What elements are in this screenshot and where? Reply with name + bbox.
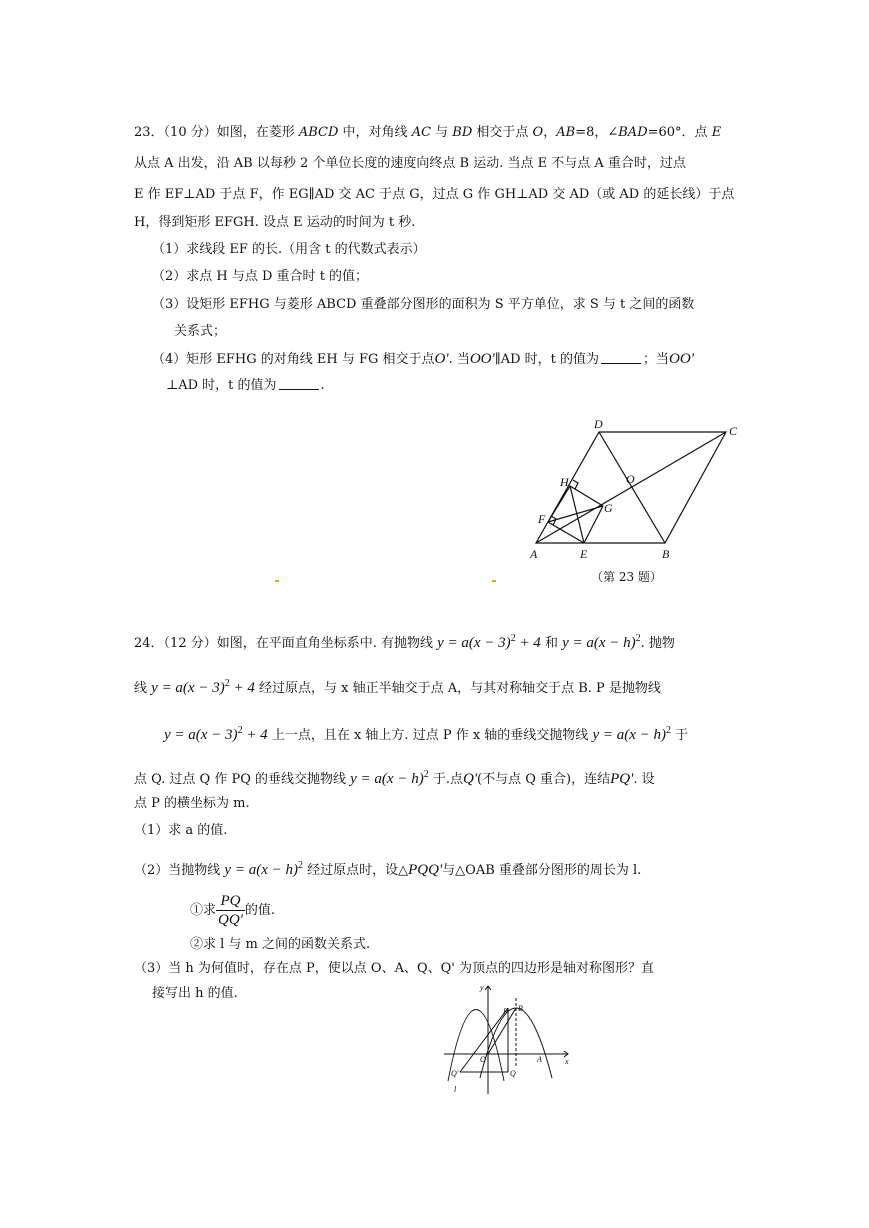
q23-line-2: 从点 A 出发，沿 AB 以每秒 2 个单位长度的速度向终点 B 运动. 当点 E 不与点 A 重合时，过点: [134, 156, 686, 171]
stray-mark: [275, 580, 279, 582]
q24-line-1: 24．（12 分）如图，在平面直角坐标系中. 有抛物线 $y = a(x - 3)^2 + 4$ 和 $y = a(x - h)^2$. 抛物: [134, 633, 675, 651]
q23-line-1: 23．（10 分）如图，在菱形 ABCD 中，对角线 AC 与 BD 相交于点 O，AB=8，∠BAD=60°．点 E: [134, 125, 722, 140]
figure-caption-23: （第 23 题）: [591, 570, 662, 584]
rhombus-figure: [520, 410, 770, 562]
q24-part-2-1: ①求 $\frac{PQ}{QQ'}$ 的值.: [190, 893, 276, 928]
label-O: O: [626, 472, 635, 486]
label-F: F: [538, 512, 546, 526]
q23-part-3a: （3）设矩形 EFHG 与菱形 ABCD 重叠部分图形的面积为 S 平方单位，求 S 与 t 之间的函数: [152, 297, 695, 312]
label-A: A: [530, 547, 538, 561]
label-H: H: [560, 475, 569, 489]
q24-line-2: 线 $y = a(x - 3)^2 + 4$ 经过原点，与 x 轴正半轴交于点 A，与其对称轴交于点 B. P 是抛物线: [134, 678, 661, 696]
q24-part-3a: （3）当 h 为何值时，存在点 P，使以点 O、A、Q、Q' 为顶点的四边形是轴对称图形？直: [134, 961, 654, 976]
fraction-pq-qq: $\frac{PQ}{QQ'}$: [218, 893, 243, 928]
label-A: A: [537, 1055, 542, 1064]
q24-part-2: （2）当抛物线 $y = a(x - h)^2$ 经过原点时，设△PQQ'与△OAB 重叠部分图形的周长为 l.: [134, 860, 642, 878]
label-B: B: [662, 547, 670, 561]
q24-part-2-2: ②求 l 与 m 之间的函数关系式.: [190, 937, 371, 952]
q23-part-4a: （4）矩形 EFHG 的对角线 EH 与 FG 相交于点O'. 当OO'∥AD 时，t 的值为 ；当OO': [152, 351, 694, 367]
label-P: P: [503, 1007, 508, 1016]
q23-part-1: （1）求线段 EF 的长.（用含 t 的代数式表示）: [152, 242, 426, 257]
label-C: C: [729, 424, 738, 438]
answer-blank-2: [279, 377, 319, 390]
q24-line-5: 点 P 的横坐标为 m.: [134, 796, 250, 811]
label-D: D: [594, 417, 603, 431]
answer-blank-1: [601, 351, 641, 364]
q23-part-4b: ⊥AD 时，t 的值为 .: [166, 378, 325, 393]
label-E: E: [580, 547, 588, 561]
q24-part-3b: 接写出 h 的值.: [152, 986, 238, 1001]
q24-line-4: 点 Q. 过点 Q 作 PQ 的垂线交抛物线 $y = a(x - h)^2$ 于.点Q'(不与点 Q 重合)，连结PQ'. 设: [134, 769, 655, 787]
label-Q-prime: Q': [451, 1069, 459, 1078]
q24-line-3: $y = a(x - 3)^2 + 4$ 上一点，且在 x 轴上方. 过点 P 作 x 轴的垂线交抛物线 $y = a(x - h)^2$ 于: [164, 725, 689, 743]
q24-part-1: （1）求 a 的值.: [134, 823, 228, 838]
q23-part-3b: 关系式；: [174, 324, 227, 339]
label-G: G: [604, 501, 613, 515]
q23-line-3: E 作 EF⊥AD 于点 F，作 EG∥AD 交 AC 于点 G，过点 G 作 GH⊥AD 交 AD（或 AD 的延长线）于点: [134, 187, 735, 202]
label-x: x: [565, 1057, 569, 1066]
stray-mark: [492, 580, 496, 582]
parabola-figure: [440, 978, 575, 1100]
label-l: l: [454, 1085, 457, 1094]
q23-line-4: H，得到矩形 EFGH. 设点 E 运动的时间为 t 秒.: [134, 215, 416, 230]
label-Q: Q: [510, 1069, 516, 1078]
label-y: y: [480, 983, 484, 992]
label-O: O: [480, 1055, 486, 1064]
q23-part-2: （2）求点 H 与点 D 重合时 t 的值；: [152, 269, 369, 284]
label-B: B: [518, 1004, 523, 1013]
